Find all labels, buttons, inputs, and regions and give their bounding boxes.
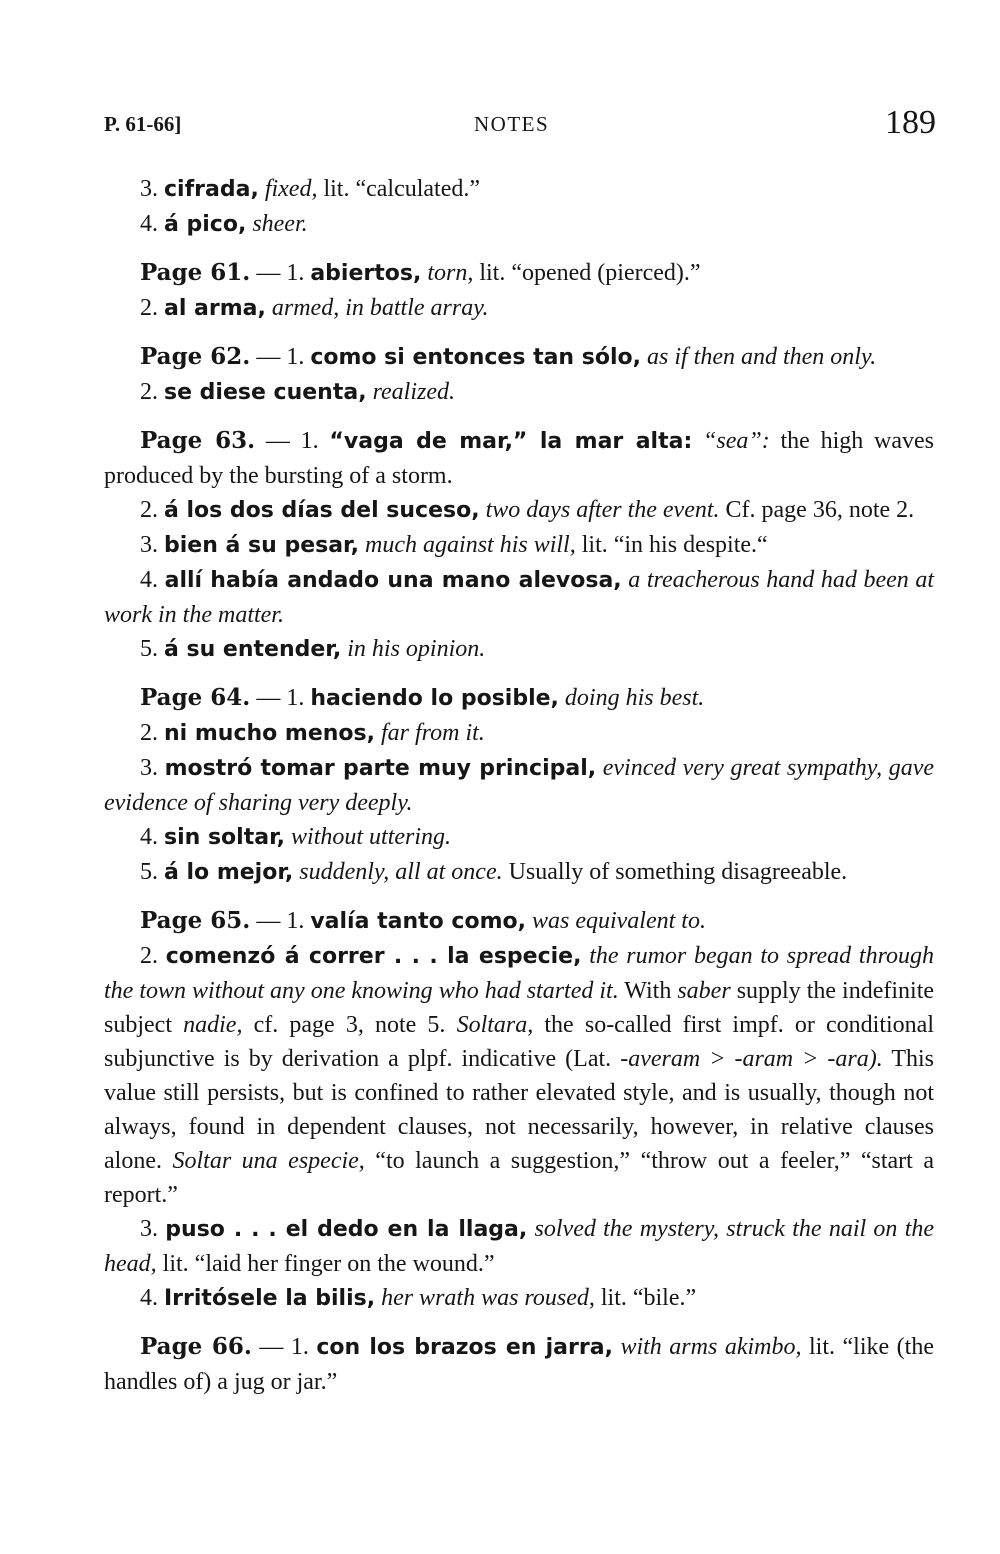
- running-header: [104, 104, 936, 144]
- page-range: P. 61-66]: [104, 112, 182, 136]
- note-item: 3. cifrada, fixed, lit. “calculated.”: [140, 176, 481, 202]
- note-item: 3. puso . . . el dedo en la llaga, solved the mystery, struck the nail on the head, lit. “laid her finger on the wound.”: [104, 1216, 935, 1277]
- note-item: 3. bien á su pesar, much against his will, lit. “in his despite.“: [140, 532, 768, 558]
- page-62-note-1: Page 62. — 1. como si entonces tan sólo, as if then and then only.: [140, 343, 877, 370]
- note-item: 4. á pico, sheer.: [140, 211, 308, 237]
- page-66-note-1: Page 66. — 1. con los brazos en jarra, with arms akimbo, lit. “like (the handles of) a jug or jar.”: [104, 1333, 934, 1395]
- page-64-note-1: Page 64. — 1. haciendo lo posible, doing his best.: [140, 684, 705, 711]
- note-item: 2. comenzó á correr . . . la especie, the rumor began to spread through the town without any one knowing who had started it. With saber supply the indefinite subject nadie, cf. page 3, note 5. Soltara, the so-called first impf. or conditional subjunctive is by derivation a plpf. indicative (Lat. -averam > -aram > -ara). This value still persists, but is confined to rather elevated style, and is usually, though not always, found in dependent clauses, not necessarily, however, in relative clauses alone. Soltar una especie, “to launch a suggestion,” “throw out a feeler,” “start a report.”: [104, 943, 935, 1208]
- page-61-note-1: Page 61. — 1. abiertos, torn, lit. “opened (pierced).”: [140, 259, 701, 286]
- page-number: 189: [885, 104, 936, 141]
- note-item: 2. á los dos días del suceso, two days after the event. Cf. page 36, note 2.: [140, 497, 915, 523]
- note-item: 5. á su entender, in his opinion.: [140, 636, 486, 662]
- notes-body: [104, 172, 934, 1399]
- note-item: 4. sin soltar, without uttering.: [140, 824, 452, 850]
- note-item: 5. á lo mejor, suddenly, all at once. Usually of something disagreeable.: [140, 859, 848, 885]
- running-title: NOTES: [474, 112, 550, 136]
- note-item: 2. al arma, armed, in battle array.: [140, 295, 489, 321]
- page-63-note-1: Page 63. — 1. “vaga de mar,” la mar alta: “sea”: the high waves produced by the bursting of a storm.: [104, 427, 935, 489]
- note-item: 3. mostró tomar parte muy principal, evinced very great sympathy, gave evidence of sharing very deeply.: [104, 755, 935, 816]
- note-item: 4. Irritósele la bilis, her wrath was roused, lit. “bile.”: [140, 1285, 697, 1311]
- note-item: 4. allí había andado una mano alevosa, a treacherous hand had been at work in the matter.: [104, 567, 935, 628]
- note-item: 2. se diese cuenta, realized.: [140, 379, 456, 405]
- note-item: 2. ni mucho menos, far from it.: [140, 720, 485, 746]
- page-65-note-1: Page 65. — 1. valía tanto como, was equivalent to.: [140, 907, 706, 934]
